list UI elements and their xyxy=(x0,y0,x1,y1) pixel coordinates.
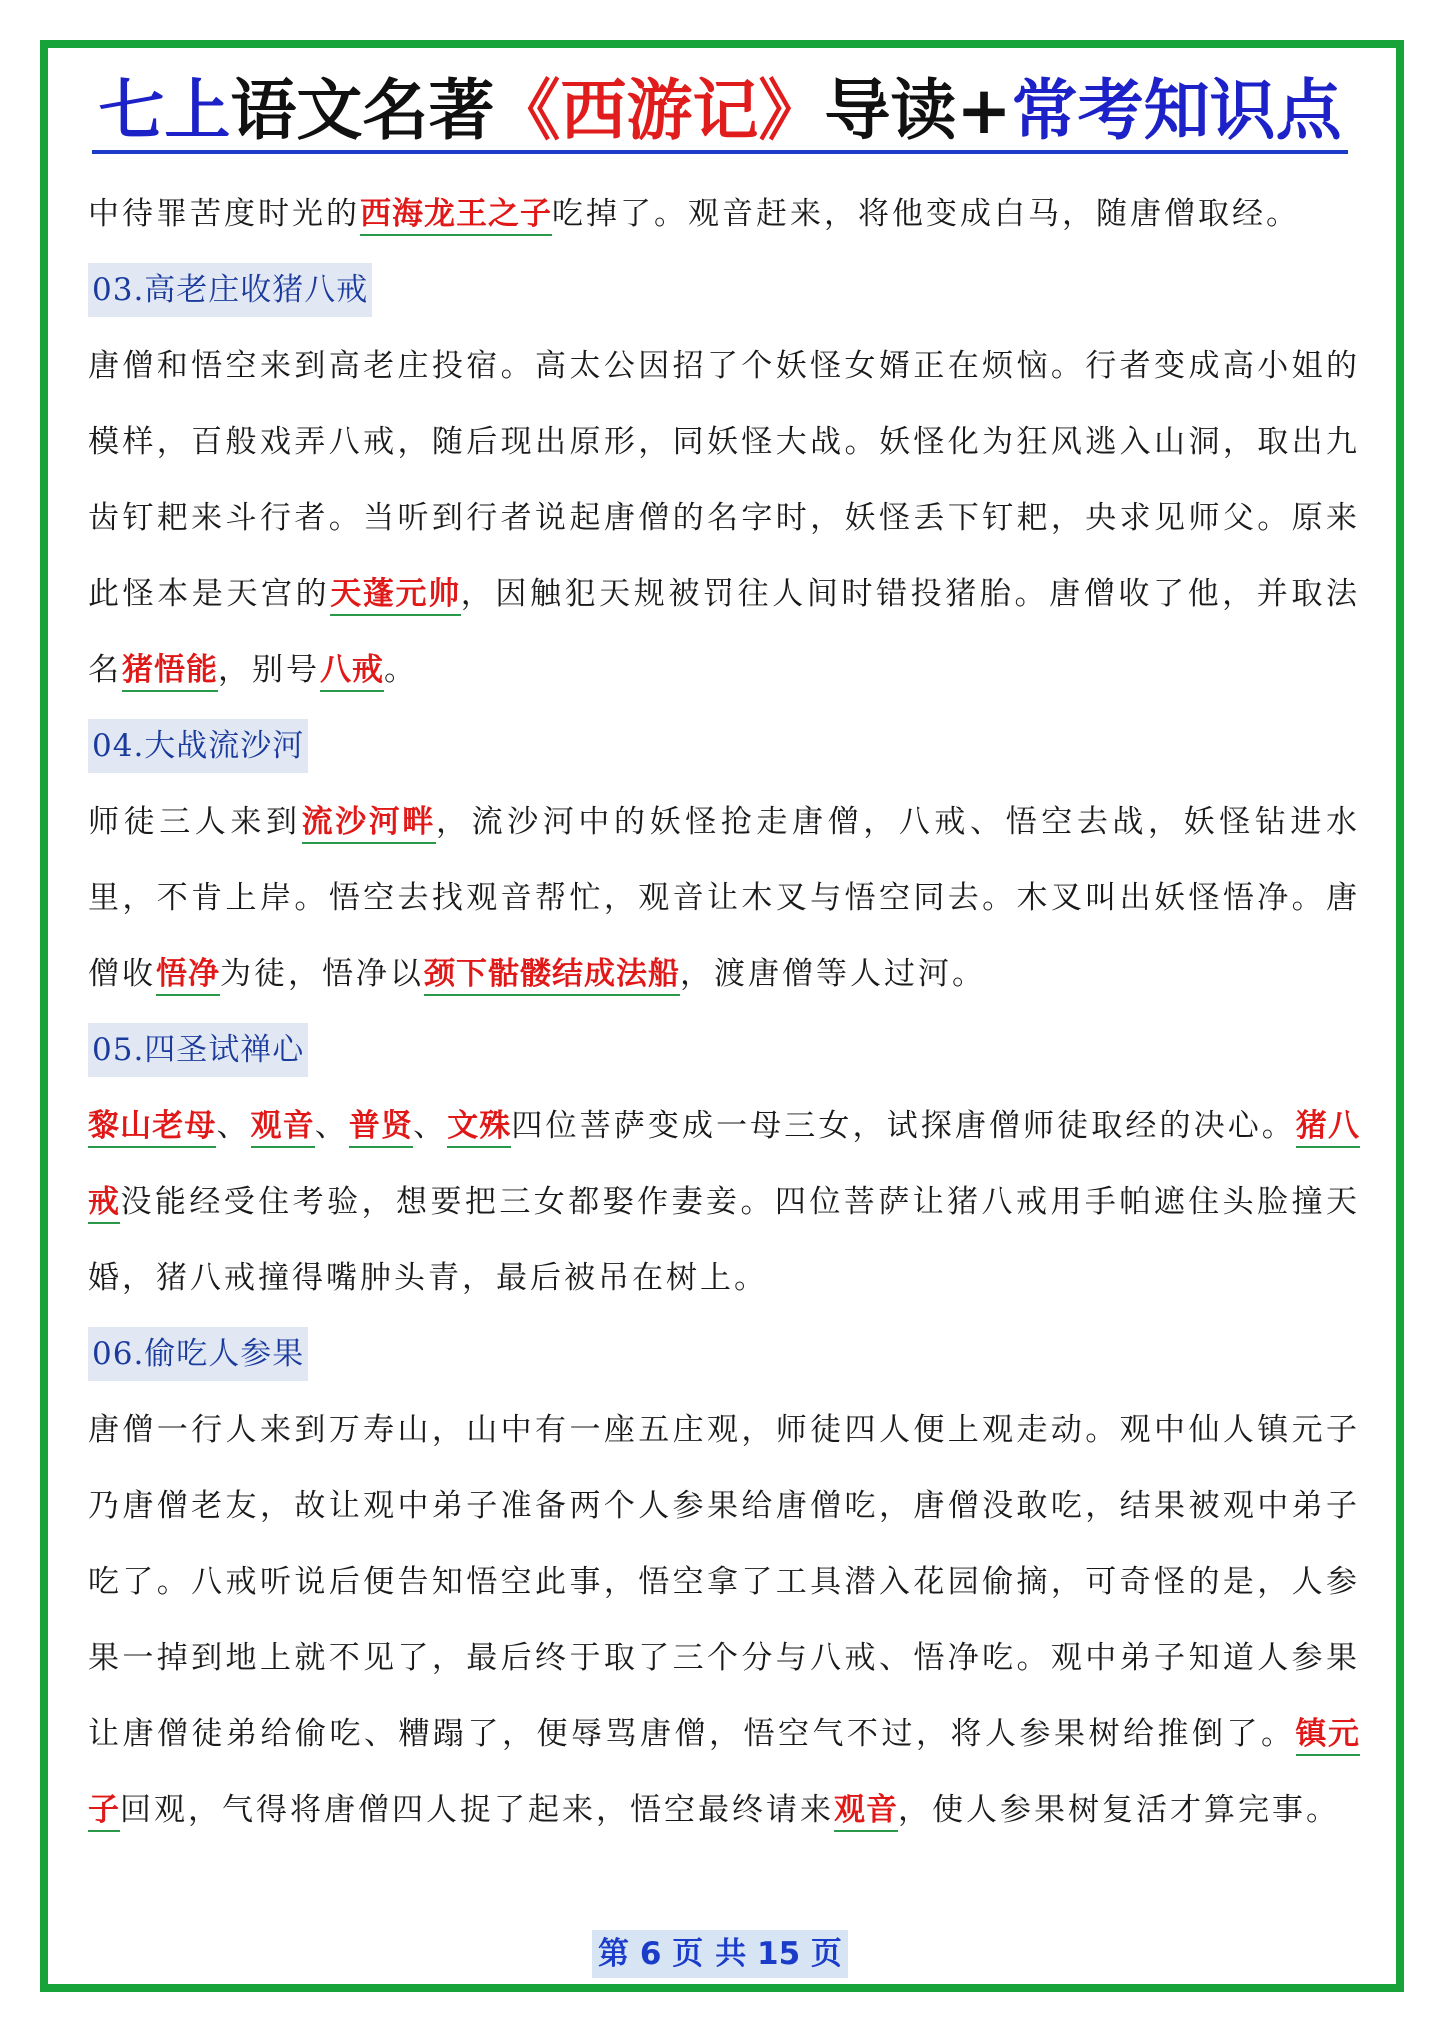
text-run: 中待罪苦度时光的 xyxy=(88,196,360,232)
page-total: 共 15 页 xyxy=(709,1930,848,1978)
highlight-term: 悟净 xyxy=(156,956,220,996)
section-paragraph-04 xyxy=(88,784,1360,1012)
highlight-term: 观音 xyxy=(251,1108,315,1148)
text-run: 。 xyxy=(384,652,418,688)
section-paragraph-05 xyxy=(88,1088,1360,1316)
title-knowledge: 常考知识点 xyxy=(1011,72,1342,149)
page-title xyxy=(0,72,1440,154)
title-grade: 七上 xyxy=(98,72,231,149)
text-run: 为徒，悟净以 xyxy=(220,956,424,992)
highlight-term: 猪八戒 xyxy=(88,1108,1360,1224)
section-heading-03 xyxy=(88,252,1360,328)
highlight-term: 猪悟能 xyxy=(122,652,218,692)
text-run: ，渡唐僧等人过河。 xyxy=(680,956,986,992)
title-underline xyxy=(92,72,1347,154)
intro-paragraph xyxy=(88,176,1360,252)
page-number: 第 6 页 xyxy=(592,1930,709,1978)
text-run: ，使人参果树复活才算完事。 xyxy=(898,1792,1340,1828)
title-guide: 导读+ xyxy=(824,72,1012,149)
text-run: 、 xyxy=(314,1108,349,1144)
page-footer xyxy=(0,1930,1440,1978)
text-run: ，别号 xyxy=(218,652,320,688)
section-heading-label: 05.四圣试禅心 xyxy=(88,1023,308,1077)
section-heading-04 xyxy=(88,708,1360,784)
text-run: 唐僧和悟空来到高老庄投宿。高太公因招了个妖怪女婿正在烦恼。行者变成高小姐的模样，百般戏弄八戒，随后现出原形，同妖怪大战。妖怪化为狂风逃入山洞，取出九齿钉耙来斗行者。当听到行者说起唐僧的名字时，妖怪丢下钉耙，央求见师父。原来此怪本是天宫的 xyxy=(88,348,1360,612)
section-heading-label: 04.大战流沙河 xyxy=(88,719,308,773)
text-run: 吃掉了。观音赶来，将他变成白马，随唐僧取经。 xyxy=(552,196,1300,232)
section-heading-label: 06.偷吃人参果 xyxy=(88,1327,308,1381)
highlight-term: 文殊 xyxy=(447,1108,511,1148)
section-paragraph-03 xyxy=(88,328,1360,708)
text-run: 师徒三人来到 xyxy=(88,804,302,840)
highlight-term: 镇元子 xyxy=(88,1716,1360,1832)
highlight-term: 八戒 xyxy=(320,652,384,692)
text-run: 唐僧一行人来到万寿山，山中有一座五庄观，师徒四人便上观走动。观中仙人镇元子乃唐僧老友，故让观中弟子准备两个人参果给唐僧吃，唐僧没敢吃，结果被观中弟子吃了。八戒听说后便告知悟空此事，悟空拿了工具潜入花园偷摘，可奇怪的是，人参果一掉到地上就不见了，最后终于取了三个分与八戒、悟净吃。观中弟子知道人参果让唐僧徒弟给偷吃、糟蹋了，便辱骂唐僧，悟空气不过，将人参果树给推倒了。 xyxy=(88,1412,1360,1752)
title-subject: 语文名著 xyxy=(230,72,495,149)
highlight-term: 黎山老母 xyxy=(88,1108,216,1148)
section-heading-label: 03.高老庄收猪八戒 xyxy=(88,263,372,317)
article-body xyxy=(88,176,1360,1848)
text-run: 没能经受住考验，想要把三女都娶作妻妾。四位菩萨让猪八戒用手帕遮住头脸撞天婚，猪八戒撞得嘴肿头青，最后被吊在树上。 xyxy=(88,1184,1361,1296)
section-heading-06 xyxy=(88,1316,1360,1392)
title-book: 《西游记》 xyxy=(494,72,825,149)
highlight-term: 西海龙王之子 xyxy=(360,196,552,236)
highlight-term: 颈下骷髅结成法船 xyxy=(424,956,680,996)
text-run: 回观，气得将唐僧四人捉了起来，悟空最终请来 xyxy=(120,1792,834,1828)
section-heading-05 xyxy=(88,1012,1360,1088)
text-run: ，因触犯天规被罚往人间时错投猪胎。唐僧收了他，并取法名 xyxy=(88,576,1361,688)
highlight-term: 天蓬元帅 xyxy=(330,576,460,616)
text-run: 、 xyxy=(413,1108,448,1144)
text-run: 四位菩萨变成一母三女，试探唐僧师徒取经的决心。 xyxy=(511,1108,1296,1144)
text-run: 、 xyxy=(216,1108,251,1144)
highlight-term: 流沙河畔 xyxy=(302,804,436,844)
text-run: ，流沙河中的妖怪抢走唐僧，八戒、悟空去战，妖怪钻进水里，不肯上岸。悟空去找观音帮忙，观音让木叉与悟空同去。木叉叫出妖怪悟净。唐僧收 xyxy=(88,804,1361,992)
highlight-term: 普贤 xyxy=(349,1108,413,1148)
section-paragraph-06 xyxy=(88,1392,1360,1848)
highlight-term: 观音 xyxy=(834,1792,898,1832)
